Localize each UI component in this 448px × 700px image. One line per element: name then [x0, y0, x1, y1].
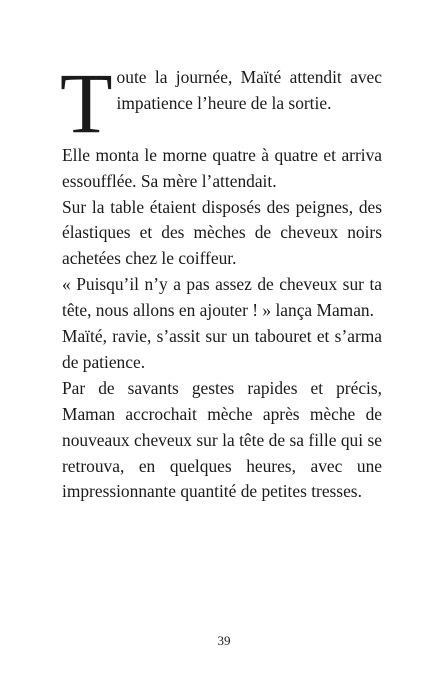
paragraph-6: Par de savants gestes rapides et précis, Maman accrochait mèche après mèche de nouveaux cheveux sur la tête de sa fille qui se retrouva, en quelques heures, avec une impressionnante quantité de petites tresses. — [62, 377, 382, 502]
paragraph-5: Maïté, ravie, s’assit sur un tabouret et s’arma de patience. — [62, 326, 382, 372]
page-body-text — [60, 55, 382, 505]
paragraph-4: « Puisqu’il n’y a pas assez de cheveux sur ta tête, nous allons en ajouter ! » lança Maman. — [62, 274, 382, 321]
page-number: 39 — [217, 633, 231, 648]
paragraph-1-text: oute la journée, Maïté attendit avec impatience l’heure de la sortie. — [116, 67, 382, 113]
paragraph-3: Sur la table étaient disposés des peignes, des élastiques et des mèches de cheveux noirs achetées chez le coiffeur. — [62, 196, 382, 269]
paragraph-2: Elle monta le morne quatre à quatre et arriva essoufflée. Sa mère l’attendait. — [62, 144, 382, 191]
paragraph-1 — [60, 55, 382, 151]
drop-cap-letter: T — [60, 55, 113, 151]
